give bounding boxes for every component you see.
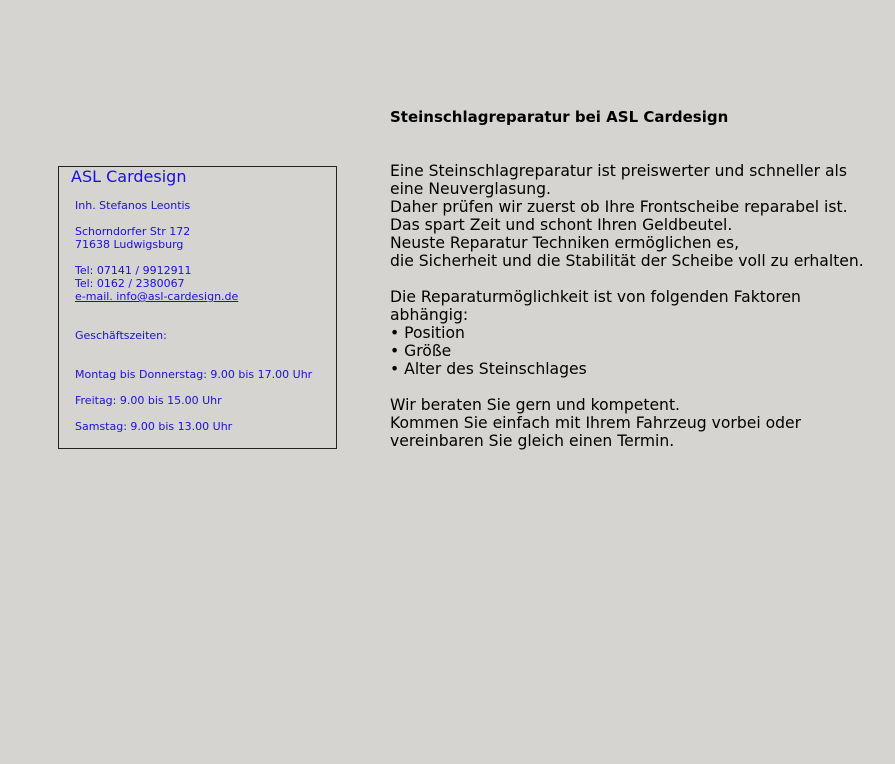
- page-title: Steinschlagreparatur bei ASL Cardesign: [390, 108, 729, 126]
- phone-1: Tel: 07141 / 9912911: [75, 264, 192, 277]
- address-city: 71638 Ludwigsburg: [75, 238, 184, 251]
- text-line: Das spart Zeit und schont Ihren Geldbeutel.: [390, 216, 733, 234]
- hours-fri: Freitag: 9.00 bis 15.00 Uhr: [75, 394, 222, 407]
- text-line: Neuste Reparatur Techniken ermöglichen es,: [390, 234, 740, 252]
- address-street: Schorndorfer Str 172: [75, 225, 191, 238]
- business-hours-label: Geschäftszeiten:: [75, 329, 167, 342]
- text-line: Wir beraten Sie gern und kompetent.: [390, 396, 681, 414]
- list-item: • Größe: [390, 342, 452, 360]
- email-link[interactable]: e-mail. info@asl-cardesign.de: [75, 290, 239, 303]
- company-name: ASL Cardesign: [71, 167, 187, 186]
- text-line: Kommen Sie einfach mit Ihrem Fahrzeug vorbei oder: [390, 414, 802, 432]
- text-line: Daher prüfen wir zuerst ob Ihre Frontscheibe reparabel ist.: [390, 198, 848, 216]
- list-item: • Position: [390, 324, 465, 342]
- hours-mon-thu: Montag bis Donnerstag: 9.00 bis 17.00 Uhr: [75, 368, 313, 381]
- text-line: Die Reparaturmöglichkeit ist von folgenden Faktoren: [390, 288, 801, 306]
- text-line: vereinbaren Sie gleich einen Termin.: [390, 432, 675, 450]
- text-line: Eine Steinschlagreparatur ist preiswerter und schneller als: [390, 162, 847, 180]
- text-line: eine Neuverglasung.: [390, 180, 551, 198]
- phone-2: Tel: 0162 / 2380067: [75, 277, 185, 290]
- text-line: abhängig:: [390, 306, 469, 324]
- list-item: • Alter des Steinschlages: [390, 360, 587, 378]
- contact-card: [58, 166, 337, 449]
- text-line: die Sicherheit und die Stabilität der Scheibe voll zu erhalten.: [390, 252, 864, 270]
- hours-sat: Samstag: 9.00 bis 13.00 Uhr: [75, 420, 233, 433]
- owner-name: Inh. Stefanos Leontis: [75, 199, 191, 212]
